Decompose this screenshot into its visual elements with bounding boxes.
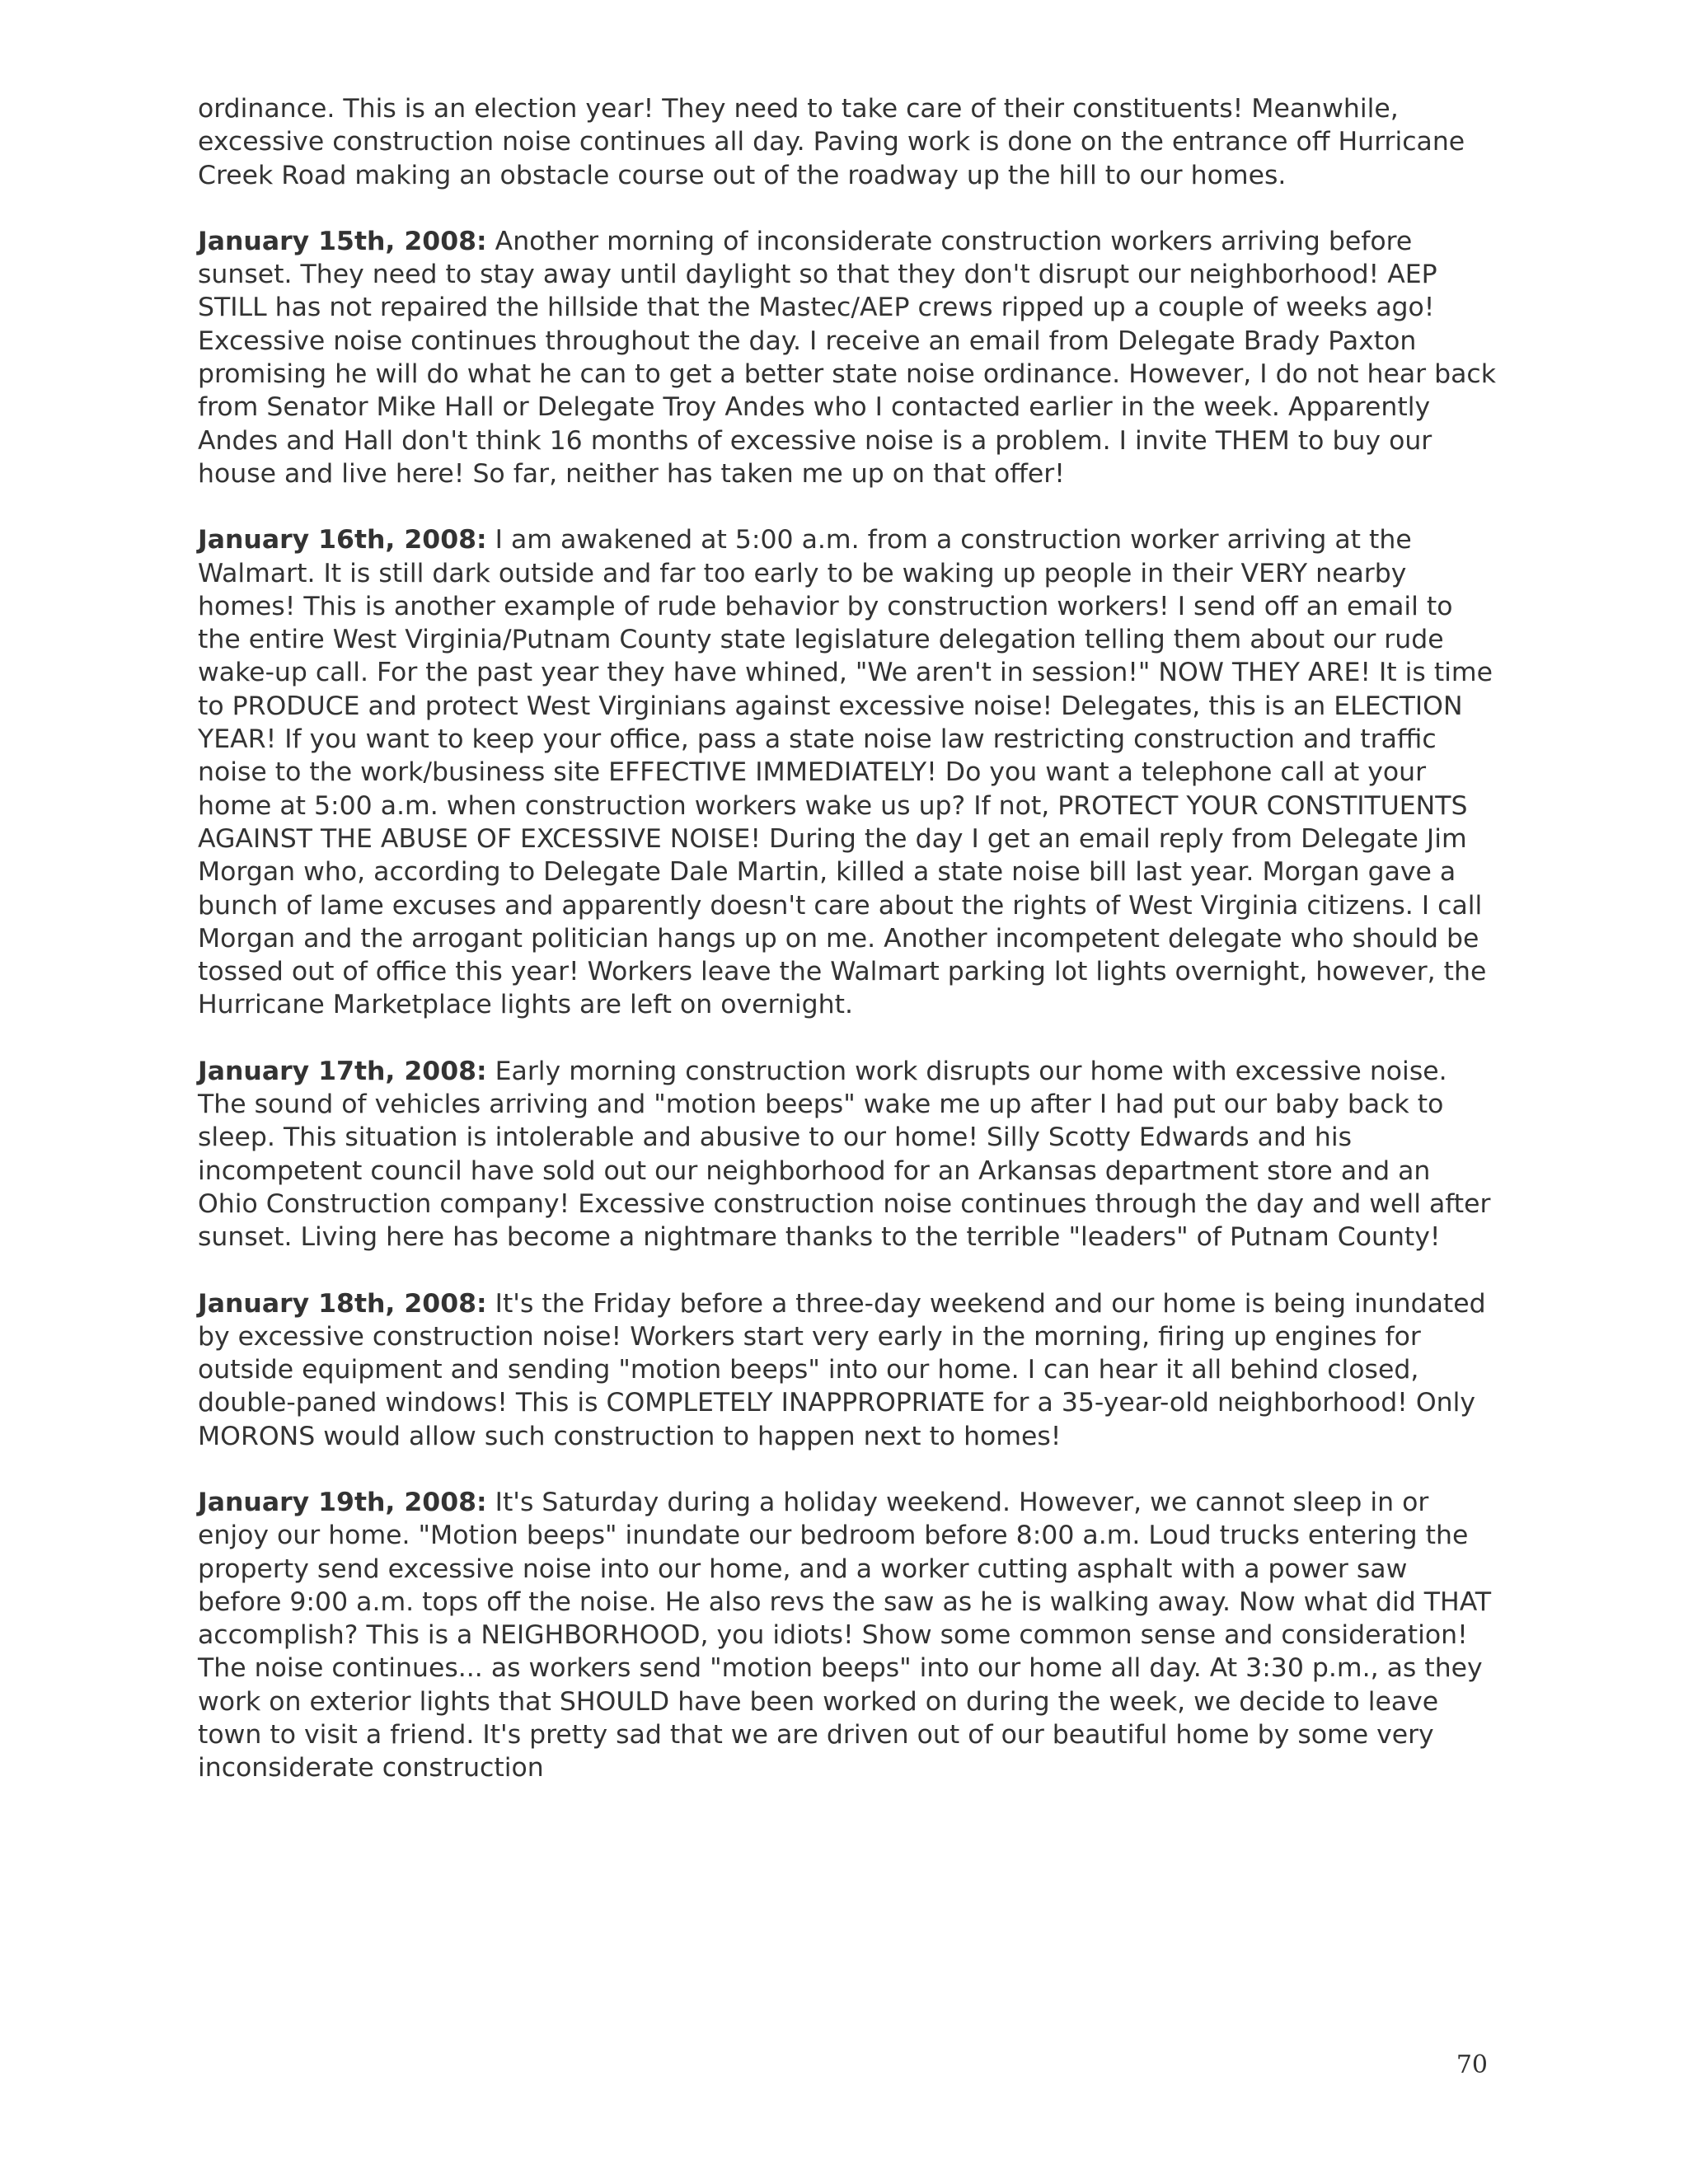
entry-date: January 19th, 2008: (198, 1487, 487, 1517)
entry-date: January 17th, 2008: (198, 1056, 487, 1086)
entry-text: I am awakened at 5:00 a.m. from a construction worker arriving at the Walmart. It is still dark outside and far too early to be waking up people in their VERY nearby homes! This is another example of rude behavior by construction workers! I send off an email to the entire West Virginia/Putnam County state legislature delegation telling them about our rude wake-up call. For the past year they have whined, "We aren't in session!" NOW THEY ARE! It is time to PRODUCE and protect West Virginians against excessive noise! Delegates, this is an ELECTION YEAR! If you want to keep your office, pass a state noise law restricting construction and traffic noise to the work/business site EFFECTIVE IMMEDIATELY! Do you want a telephone call at your home at 5:00 a.m. when construction workers wake us up? If not, PROTECT YOUR CONSTITUENTS AGAINST THE ABUSE OF EXCESSIVE NOISE! During the day I get an email reply from Delegate Jim Morgan who, according to Delegate Dale Martin, killed a state noise bill last year. Morgan gave a bunch of lame excuses and apparently doesn't care about the rights of West Virginia citizens. I call Morgan and the arrogant politician hangs up on me. Another incompetent delegate who should be tossed out of office this year! Workers leave the Walmart parking lot lights overnight, however, the Hurricane Marketplace lights are left on overnight. (198, 525, 1493, 1020)
diary-entry-jan-17 (198, 1055, 1496, 1254)
entry-text: It's the Friday before a three-day weekend and our home is being inundated by excessive construction noise! Workers start very early in the morning, firing up engines for outside equipment and sending "motion beeps" into our home. I can hear it all behind closed, double-paned windows! This is COMPLETELY INAPPROPRIATE for a 35-year-old neighborhood! Only MORONS would allow such construction to happen next to homes! (198, 1288, 1486, 1451)
diary-entry-jan-19 (198, 1486, 1496, 1785)
entry-text: It's Saturday during a holiday weekend. However, we cannot sleep in or enjoy our home. "Motion beeps" inundate our bedroom before 8:00 a.m. Loud trucks entering the property send excessive noise into our home, and a worker cutting asphalt with a power saw before 9:00 a.m. tops off the noise. He also revs the saw as he is walking away. Now what did THAT accomplish? This is a NEIGHBORHOOD, you idiots! Show some common sense and consideration! The noise continues... as workers send "motion beeps" into our home all day. At 3:30 p.m., as they work on exterior lights that SHOULD have been worked on during the week, we decide to leave town to visit a friend. It's pretty sad that we are driven out of our beautiful home by some very inconsiderate construction (198, 1487, 1492, 1783)
entry-date: January 18th, 2008: (198, 1288, 487, 1319)
intro-paragraph: ordinance. This is an election year! They need to take care of their constituents! Meanwhile, excessive construction noise continues all day. Paving work is done on the entrance off Hurricane Creek Road making an obstacle course out of the roadway up the hill to our homes. (198, 94, 1465, 190)
diary-entry-jan-18 (198, 1287, 1496, 1453)
document-page (198, 92, 1496, 1818)
diary-entry-jan-15 (198, 225, 1496, 490)
entry-date: January 15th, 2008: (198, 226, 487, 256)
diary-entry-jan-16 (198, 523, 1496, 1021)
entry-text: Early morning construction work disrupts our home with excessive noise. The sound of vehicles arriving and "motion beeps" wake me up after I had put our baby back to sleep. This situation is intolerable and abusive to our home! Silly Scotty Edwards and his incompetent council have sold out our neighborhood for an Arkansas department store and an Ohio Construction company! Excessive construction noise continues through the day and well after sunset. Living here has become a nightmare thanks to the terrible "leaders" of Putnam County! (198, 1056, 1491, 1253)
entry-text: Another morning of inconsiderate construction workers arriving before sunset. They need to stay away until daylight so that they don't disrupt our neighborhood! AEP STILL has not repaired the hillside that the Mastec/AEP crews ripped up a couple of weeks ago! Excessive noise continues throughout the day. I receive an email from Delegate Brady Paxton promising he will do what he can to get a better state noise ordinance. However, I do not hear back from Senator Mike Hall or Delegate Troy Andes who I contacted earlier in the week. Apparently Andes and Hall don't think 16 months of excessive noise is a problem. I invite THEM to buy our house and live here! So far, neither has taken me up on that offer! (198, 226, 1496, 489)
page-number: 70 (1456, 2050, 1488, 2079)
entry-date: January 16th, 2008: (198, 525, 487, 555)
